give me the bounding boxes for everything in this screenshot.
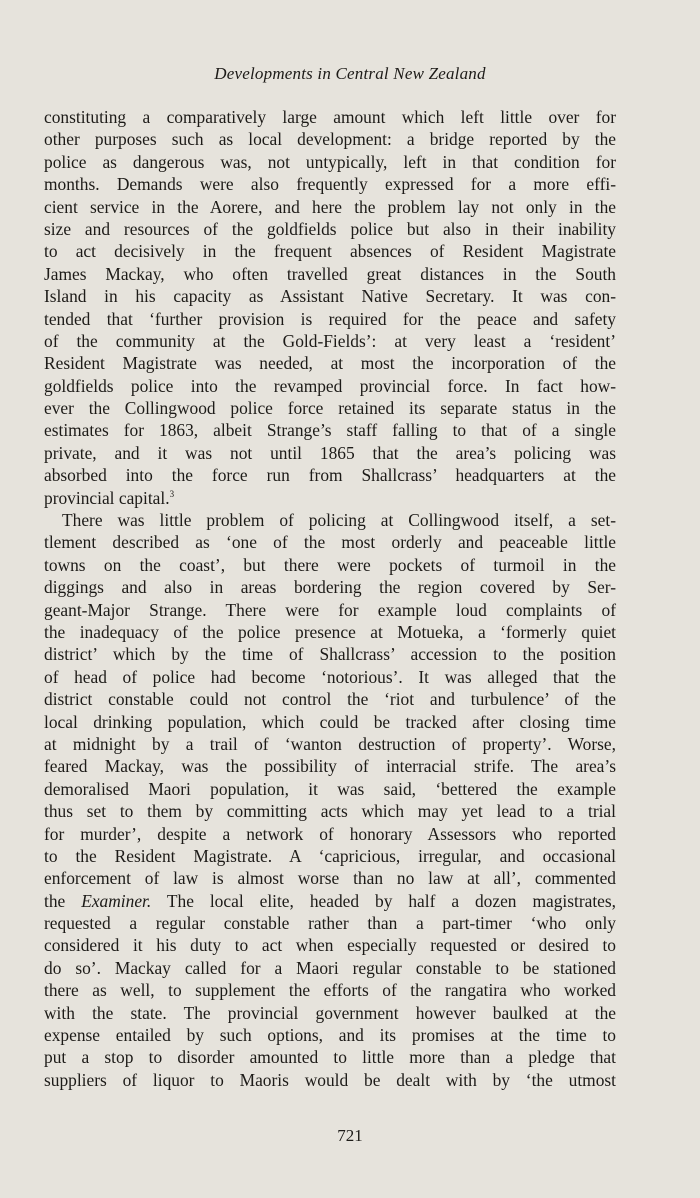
text-line: estimates for 1863, albeit Strange’s staff falling to that of a single — [44, 420, 616, 441]
examiner-title: Examiner. — [81, 890, 152, 911]
text-line: ever the Collingwood police force retained its separate status in the — [44, 398, 616, 419]
text-line: requested a regular constable rather than a part-timer ‘who only — [44, 913, 616, 934]
text-line: demoralised Maori population, it was said, ‘bettered the example — [44, 778, 616, 799]
text-line: size and resources of the goldfields police but also in their inability — [44, 218, 616, 239]
paragraph-2 — [44, 509, 616, 1091]
text-line: at midnight by a trail of ‘wanton destruction of property’. Worse, — [44, 733, 616, 754]
text-line: other purposes such as local development: a bridge reported by the — [44, 129, 616, 150]
text-line: private, and it was not until 1865 that the area’s policing was — [44, 442, 616, 463]
text-line: James Mackay, who often travelled great distances in the South — [44, 263, 616, 284]
text-line: of the community at the Gold-Fields’: at very least a ‘resident’ — [44, 330, 616, 351]
line-text: provincial capital. — [44, 487, 170, 508]
text-line: police as dangerous was, not untypically, left in that condition for — [44, 151, 616, 172]
text-line: feared Mackay, was the possibility of interracial strife. The area’s — [44, 756, 616, 777]
text-line: enforcement of law is almost worse than no law at all’, commented — [44, 868, 616, 889]
line-text: The local elite, headed by half a dozen magistrates, — [166, 890, 616, 911]
text-line: considered it his duty to act when especially requested or desired to — [44, 935, 616, 956]
text-line: the inadequacy of the police presence at Motueka, a ‘formerly quiet — [44, 621, 616, 642]
text-line: expense entailed by such options, and its promises at the time to — [44, 1025, 616, 1046]
paragraph-1 — [44, 106, 616, 509]
text-line: there as well, to supplement the efforts of the rangatira who worked — [44, 980, 616, 1001]
text-line: do so’. Mackay called for a Maori regular constable to be stationed — [44, 957, 616, 978]
text-line: geant-Major Strange. There were for example loud complaints of — [44, 599, 616, 620]
text-line: months. Demands were also frequently expressed for a more effi- — [44, 174, 616, 195]
text-line: local drinking population, which could be tracked after closing time — [44, 711, 616, 732]
running-head: Developments in Central New Zealand — [214, 64, 486, 83]
text-line: with the state. The provincial government however baulked at the — [44, 1002, 616, 1023]
text-line: There was little problem of policing at Collingwood itself, a set- — [62, 510, 616, 531]
text-line — [44, 487, 616, 509]
text-line: Island in his capacity as Assistant Native Secretary. It was con- — [44, 286, 616, 307]
text-line: thus set to them by committing acts which may yet lead to a trial — [44, 801, 616, 822]
line-text: the — [44, 890, 66, 911]
text-line: of head of police had become ‘notorious’. It was alleged that the — [44, 666, 616, 687]
text-line: suppliers of liquor to Maoris would be dealt with by ‘the utmost — [44, 1069, 616, 1090]
text-line: tended that ‘further provision is required for the peace and safety — [44, 308, 616, 329]
text-line: put a stop to disorder amounted to little more than a pledge that — [44, 1047, 616, 1068]
text-line — [44, 890, 616, 912]
text-line: district’ which by the time of Shallcrass’ accession to the position — [44, 644, 616, 665]
text-line: absorbed into the force run from Shallcrass’ headquarters at the — [44, 465, 616, 486]
text-line: cient service in the Aorere, and here the problem lay not only in the — [44, 196, 616, 217]
text-line: district constable could not control the ‘riot and turbulence’ of the — [44, 689, 616, 710]
text-line: diggings and also in areas bordering the region covered by Ser- — [44, 577, 616, 598]
body-text — [44, 106, 616, 1091]
text-line: constituting a comparatively large amount which left little over for — [44, 107, 616, 127]
text-line: to act decisively in the frequent absences of Resident Magistrate — [44, 241, 616, 262]
text-line: goldfields police into the revamped provincial force. In fact how- — [44, 375, 616, 396]
text-line: Resident Magistrate was needed, at most the incorporation of the — [44, 353, 616, 374]
text-line: tlement described as ‘one of the most orderly and peaceable little — [44, 532, 616, 553]
text-line: for murder’, despite a network of honorary Assessors who reported — [44, 823, 616, 844]
text-line: to the Resident Magistrate. A ‘capricious, irregular, and occasional — [44, 845, 616, 866]
text-line: towns on the coast’, but there were pockets of turmoil in the — [44, 554, 616, 575]
footnote-reference: 3 — [169, 488, 175, 499]
page-number: 721 — [337, 1126, 363, 1145]
